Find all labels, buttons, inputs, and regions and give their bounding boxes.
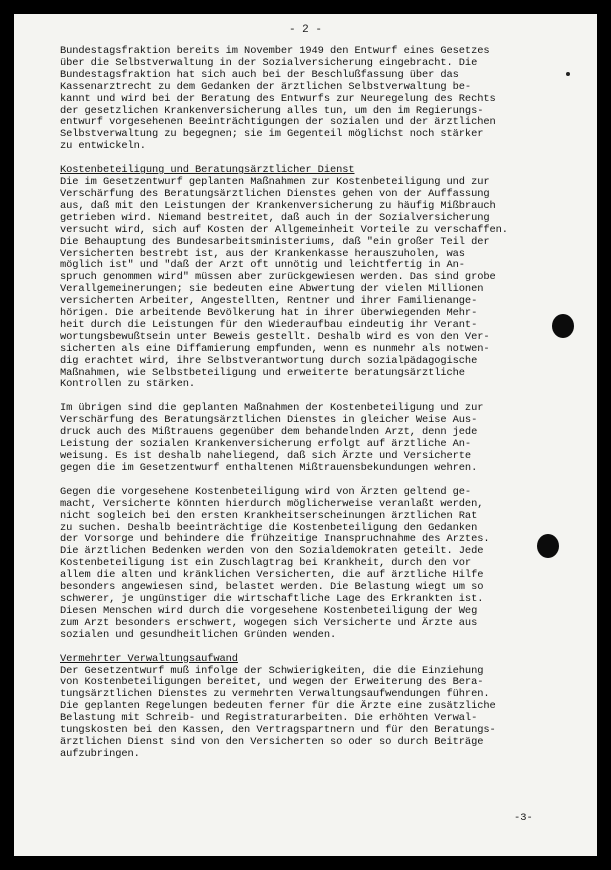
text-line: weisung. Es ist deshalb naheliegend, daß sich Ärzte und Versicherte	[60, 450, 472, 462]
page-number: - 2 -	[288, 24, 322, 36]
text-line: druck auch des Mißtrauens gegenüber dem behandelnden Arzt, denn jede	[60, 426, 478, 439]
text-line: Verschärfung des Beratungsärztlichen Dienstes in gleicher Weise Aus-	[60, 414, 478, 427]
text-line: Kostenbeteiligung ist ein Zuschlagtrag bei Krankheit, durch den vor	[60, 557, 472, 570]
document-body	[60, 46, 564, 773]
kostenbeteiligung-paragraph-1	[60, 177, 564, 391]
text-line: zu entwickeln.	[60, 140, 146, 153]
punch-hole-bottom	[537, 534, 559, 558]
text-line: entwurf vorgesehenen Beeinträchtigungen der sozialen und der ärztlichen	[60, 116, 496, 129]
text-line: getrieben wird. Niemand bestreitet, daß auch in der Sozialversicherung	[60, 211, 490, 224]
text-line: Die geplanten Regelungen bedeuten ferner für die Ärzte eine zusätzliche	[60, 700, 496, 713]
text-line: Die im Gesetzentwurf geplanten Maßnahmen zur Kostenbeteiligung und zur	[60, 176, 490, 189]
text-line: Die ärztlichen Bedenken werden von den Sozialdemokraten geteilt. Jede	[60, 545, 484, 558]
text-line: tungskosten bei den Kassen, den Vertragspartnern und für den Beratungs-	[60, 724, 496, 737]
text-line: der gesetzlichen Krankenversicherung alles tun, um den im Regierungs-	[60, 104, 484, 117]
text-line: dig erachtet wird, ihre Selbstverantwortung durch sozialpädagogische	[60, 354, 478, 367]
text-line: der Vorsorge und behindere die frühzeitige Inanspruchnahme des Arztes.	[60, 533, 490, 546]
text-line: versucht wird, sich auf Kosten der Allgemeinheit Vorteile zu verschaffen.	[60, 223, 508, 236]
text-line: Belastung mit Schreib- und Registraturarbeiten. Die erhöhten Verwal-	[60, 712, 478, 725]
text-line: Im übrigen sind die geplanten Maßnahmen der Kostenbeteiligung und zur	[60, 402, 484, 415]
kostenbeteiligung-paragraph-2	[60, 403, 564, 474]
text-line: Bundestagsfraktion bereits im November 1949 den Entwurf eines Gesetzes	[60, 45, 490, 57]
text-line: wortungsbewußtsein unter Beweis gestellt. Deshalb wird es von den Ver-	[60, 330, 490, 343]
kostenbeteiligung-paragraph-3	[60, 487, 564, 642]
text-line: ärztlichen Dienst sind von den Versicherten so oder so durch Beiträge	[60, 735, 484, 748]
verwaltungsaufwand-paragraph-1	[60, 666, 564, 761]
text-line: heit durch die Leistungen für den Wiederaufbau eindeutig ihr Verant-	[60, 318, 478, 331]
ink-speck	[566, 72, 570, 76]
text-line: gegen die im Gesetzentwurf enthaltenen Mißtrauensbekundungen wehren.	[60, 461, 478, 474]
text-line: Maßnahmen, wie Selbstbeteiligung und erweiterte beratungsärztliche	[60, 366, 465, 379]
text-line: versicherten Arbeiter, Angestellten, Rentner und ihrer Familienange-	[60, 295, 478, 308]
text-line: Diesen Menschen wird durch die vorgesehene Kostenbeteiligung der Weg	[60, 604, 478, 617]
section-heading-verwaltungsaufwand: Vermehrter Verwaltungsaufwand	[60, 652, 238, 665]
text-line: Selbstverwaltung zu begegnen; sie im Gegenteil möglichst noch stärker	[60, 128, 484, 141]
text-line: schwerer, je ungünstiger die wirtschaftliche Lage des Erkrankten ist.	[60, 592, 484, 605]
text-line: allem die alten und kränklichen Versicherten, die auf ärztliche Hilfe	[60, 569, 484, 582]
text-line: zum Arzt besonders erschwert, wogegen sich Versicherte und Ärzte aus	[60, 616, 478, 629]
text-line: hörigen. Die arbeitende Bevölkerung hat in ihrer überwiegenden Mehr-	[60, 307, 478, 320]
text-line: Verschärfung des Beratungsärztlichen Dienstes gehen von der Auffassung	[60, 187, 490, 200]
text-line: Versicherten bestrebt ist, aus der Krankenkasse herauszuholen, was	[60, 247, 465, 260]
text-line: spruch genommen wird" müssen aber zurückgewiesen werden. Das sind grobe	[60, 271, 496, 284]
text-line: Kassenarztrecht zu dem Gedanken der ärztlichen Selbstverwaltung be-	[60, 80, 472, 93]
text-line: tungsärztlichen Dienstes zu vermehrten Verwaltungsaufwendungen führen.	[60, 688, 490, 701]
text-line: kannt und wird bei der Beratung des Entwurfs zur Neuregelung des Rechts	[60, 92, 496, 105]
text-line: Kontrollen zu stärken.	[60, 378, 195, 391]
text-line: von Kostenbeteiligungen bereitet, und wegen der Erweiterung des Bera-	[60, 676, 484, 689]
text-line: Leistung der sozialen Krankenversicherung erfolgt auf ärztliche An-	[60, 438, 472, 451]
text-line: Der Gesetzentwurf muß infolge der Schwierigkeiten, die die Einziehung	[60, 664, 484, 677]
text-line: sicherten als eine Diffamierung empfunden, wenn es nunmehr als notwen-	[60, 342, 490, 355]
section-heading-kostenbeteiligung: Kostenbeteiligung und Beratungsärztlicher Dienst	[60, 164, 355, 177]
text-line: besonders angewiesen sind, belastet werden. Die Belastung wiegt um so	[60, 581, 484, 594]
text-line: aufzubringen.	[60, 747, 140, 760]
text-line: über die Selbstverwaltung in der Sozialversicherung eingebracht. Die	[60, 56, 478, 69]
punch-hole-top	[552, 314, 574, 338]
text-line: Verallgemeinerungen; sie bedeuten eine Abwertung der vielen Millionen	[60, 283, 484, 296]
text-line: Die Behauptung des Bundesarbeitsministeriums, daß "ein großer Teil der	[60, 235, 490, 248]
text-line: macht, Versicherte könnten hierdurch möglicherweise veranlaßt werden,	[60, 497, 484, 510]
document-page	[14, 14, 597, 856]
intro-paragraph	[60, 46, 564, 153]
text-line: Gegen die vorgesehene Kostenbeteiligung wird von Ärzten geltend ge-	[60, 485, 472, 498]
text-line: sozialen und gesundheitlichen Gründen wenden.	[60, 628, 337, 641]
text-line: möglich ist" und "daß der Arzt oft unnötig und leichtfertig in An-	[60, 259, 465, 272]
next-page-marker: -3-	[514, 812, 533, 824]
text-line: Bundestagsfraktion hat sich auch bei der Beschlußfassung über das	[60, 68, 459, 81]
text-line: zu suchen. Deshalb beeinträchtige die Kostenbeteiligung den Gedanken	[60, 521, 478, 534]
text-line: nicht sogleich bei den ersten Krankheitserscheinungen ärztlichen Rat	[60, 509, 478, 522]
text-line: aus, daß mit den Leistungen der Krankenversicherung zu häufig Mißbrauch	[60, 199, 496, 212]
